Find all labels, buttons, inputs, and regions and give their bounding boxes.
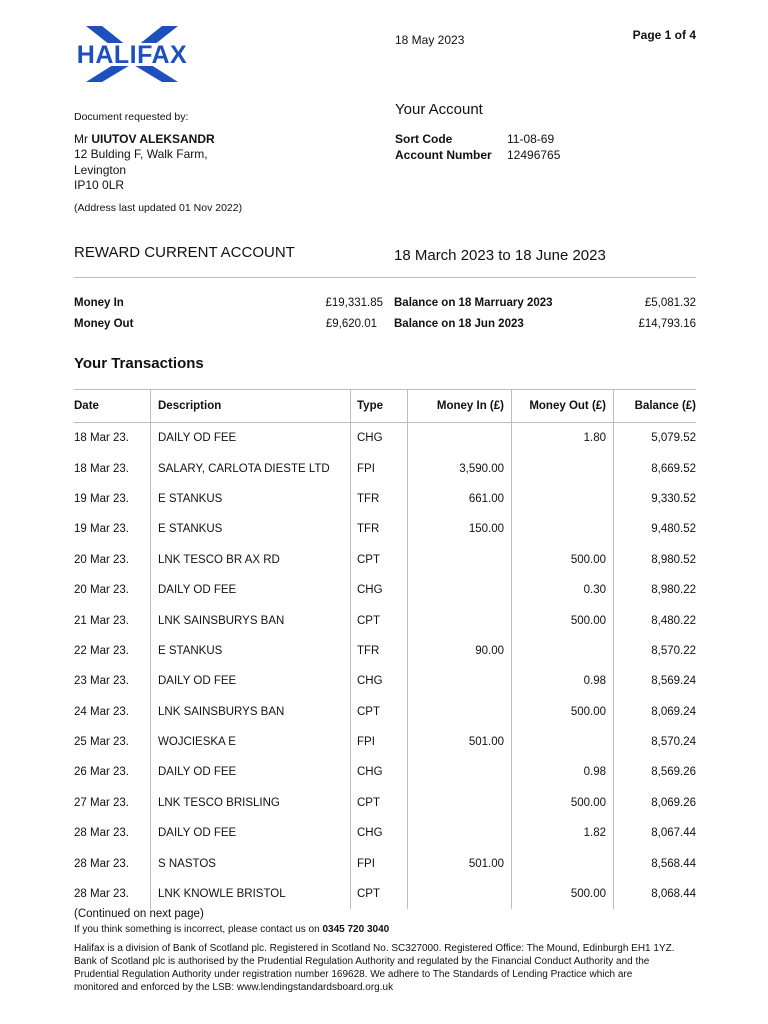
money-in-label: Money In [74, 297, 124, 309]
cell-money-in [408, 697, 512, 727]
table-row [74, 605, 696, 635]
cell-balance: 8,069.24 [614, 697, 697, 727]
cell-money-out: 0.98 [512, 757, 614, 787]
account-heading: Your Account [395, 101, 483, 118]
cell-money-out [512, 484, 614, 514]
name-title: Mr [74, 131, 88, 146]
cell-date: 20 Mar 23. [74, 553, 129, 566]
cell-money-in: 90.00 [408, 636, 512, 666]
cell-money-in [408, 818, 512, 848]
balance-start-label: Balance on 18 Marruary 2023 [394, 297, 553, 309]
col-balance: Balance (£) [614, 390, 697, 423]
cell-type: TFR [351, 636, 408, 666]
cell-description: DAILY OD FEE [151, 666, 351, 696]
legal-text [74, 942, 704, 994]
col-type: Type [351, 390, 408, 423]
cell-money-out: 500.00 [512, 605, 614, 635]
cell-date: 21 Mar 23. [74, 614, 129, 627]
transactions-body [74, 423, 696, 910]
cell-balance: 8,569.24 [614, 666, 697, 696]
continued-note: (Continued on next page) [74, 908, 204, 920]
cell-money-in [408, 605, 512, 635]
cell-money-out: 0.30 [512, 575, 614, 605]
table-row [74, 757, 696, 787]
cell-type: CHG [351, 666, 408, 696]
cell-description: E STANKUS [151, 636, 351, 666]
cell-description: LNK TESCO BRISLING [151, 788, 351, 818]
cell-date: 23 Mar 23. [74, 675, 129, 688]
contact-phone: 0345 720 3040 [322, 924, 390, 935]
cell-money-in [408, 545, 512, 575]
cell-description: LNK SAINSBURYS BAN [151, 605, 351, 635]
table-row [74, 848, 696, 878]
cell-money-out: 0.98 [512, 666, 614, 696]
cell-money-in [408, 575, 512, 605]
table-row [74, 697, 696, 727]
cell-description: LNK SAINSBURYS BAN [151, 697, 351, 727]
cell-money-in: 150.00 [408, 514, 512, 544]
address-line-1: 12 Bulding F, Walk Farm, [74, 147, 208, 161]
col-money-in: Money In (£) [408, 390, 512, 423]
legal-line-2: Bank of Scotland plc is authorised by the Prudential Regulation Authority and regulated by the Financial Conduct Authority and the [74, 956, 650, 967]
product-name: REWARD CURRENT ACCOUNT [74, 244, 295, 261]
requested-by-label: Document requested by: [74, 111, 189, 123]
cell-balance: 8,569.26 [614, 757, 697, 787]
cell-money-in [408, 666, 512, 696]
cell-balance: 8,480.22 [614, 605, 697, 635]
col-date: Date [74, 390, 151, 423]
cell-balance: 9,330.52 [614, 484, 697, 514]
table-row [74, 484, 696, 514]
table-row [74, 788, 696, 818]
statement-date: 18 May 2023 [395, 33, 465, 47]
cell-date: 27 Mar 23. [74, 796, 129, 809]
cell-balance: 8,570.22 [614, 636, 697, 666]
cell-balance: 8,067.44 [614, 818, 697, 848]
cell-type: FPI [351, 453, 408, 483]
cell-type: CPT [351, 879, 408, 909]
cell-money-in [408, 788, 512, 818]
address-updated-note: (Address last updated 01 Nov 2022) [74, 202, 243, 214]
table-row [74, 636, 696, 666]
cell-description: DAILY OD FEE [151, 757, 351, 787]
cell-money-out [512, 514, 614, 544]
table-row [74, 423, 696, 454]
cell-money-in: 501.00 [408, 727, 512, 757]
statement-period: 18 March 2023 to 18 June 2023 [394, 247, 606, 264]
cell-date: 28 Mar 23. [74, 888, 129, 901]
cell-description: DAILY OD FEE [151, 818, 351, 848]
legal-line-1: Halifax is a division of Bank of Scotland plc. Registered in Scotland No. SC327000. Registered Office: The Mound, Edinburgh EH1 1YZ. [74, 943, 675, 954]
table-row [74, 879, 696, 909]
cell-money-out [512, 848, 614, 878]
cell-description: DAILY OD FEE [151, 423, 351, 454]
name-text: UIUTOV ALEKSANDR [91, 131, 215, 146]
account-number-value: 12496765 [507, 148, 561, 162]
cell-money-out: 500.00 [512, 697, 614, 727]
cell-date: 19 Mar 23. [74, 523, 129, 536]
cell-description: S NASTOS [151, 848, 351, 878]
col-money-out: Money Out (£) [512, 390, 614, 423]
table-row [74, 727, 696, 757]
contact-text: If you think something is incorrect, please contact us on [74, 924, 320, 935]
cell-money-in: 501.00 [408, 848, 512, 878]
cell-type: FPI [351, 848, 408, 878]
cell-description: SALARY, CARLOTA DIESTE LTD [151, 453, 351, 483]
cell-date: 25 Mar 23. [74, 736, 129, 749]
address-line-3: IP10 0LR [74, 178, 125, 192]
cell-type: TFR [351, 484, 408, 514]
cell-date: 26 Mar 23. [74, 766, 129, 779]
cell-type: CPT [351, 697, 408, 727]
page-number: Page 1 of 4 [632, 28, 696, 42]
table-header-row [74, 390, 696, 423]
money-out-value: £9,620.01 [325, 318, 377, 330]
halifax-logo [72, 24, 192, 84]
account-number-label: Account Number [395, 148, 492, 162]
cell-type: TFR [351, 514, 408, 544]
cell-type: CHG [351, 575, 408, 605]
cell-money-out: 1.80 [512, 423, 614, 454]
cell-money-out: 500.00 [512, 879, 614, 909]
cell-money-in [408, 879, 512, 909]
cell-date: 18 Mar 23. [74, 432, 129, 445]
svg-text:HALIFAX: HALIFAX [76, 41, 188, 69]
cell-type: CPT [351, 545, 408, 575]
cell-money-out: 500.00 [512, 788, 614, 818]
account-details [395, 131, 560, 163]
cell-description: WOJCIESKA E [151, 727, 351, 757]
cell-balance: 5,079.52 [614, 423, 697, 454]
cell-description: E STANKUS [151, 514, 351, 544]
divider [74, 277, 696, 278]
cell-money-out: 1.82 [512, 818, 614, 848]
cell-date: 22 Mar 23. [74, 644, 129, 657]
cell-money-in [408, 757, 512, 787]
table-row [74, 514, 696, 544]
cell-balance: 9,480.52 [614, 514, 697, 544]
cell-balance: 8,980.52 [614, 545, 697, 575]
cell-date: 28 Mar 23. [74, 857, 129, 870]
cell-money-out [512, 727, 614, 757]
legal-line-3: Prudential Regulation Authority under registration number 169628. We adhere to The Standards of Lending Practice which are [74, 969, 633, 980]
cell-money-out [512, 453, 614, 483]
balance-end-value: £14,793.16 [638, 318, 696, 330]
cell-date: 18 Mar 23. [74, 462, 129, 475]
sort-code-value: 11-08-69 [507, 132, 555, 146]
cell-description: DAILY OD FEE [151, 575, 351, 605]
cell-date: 20 Mar 23. [74, 584, 129, 597]
table-row [74, 818, 696, 848]
table-row [74, 545, 696, 575]
legal-line-4: monitored and enforced by the LSB: www.lendingstandardsboard.org.uk [74, 982, 394, 993]
cell-balance: 8,568.44 [614, 848, 697, 878]
cell-type: FPI [351, 727, 408, 757]
cell-description: E STANKUS [151, 484, 351, 514]
cell-type: CHG [351, 423, 408, 454]
cell-money-out: 500.00 [512, 545, 614, 575]
money-in-value: £19,331.85 [325, 297, 383, 309]
cell-type: CPT [351, 788, 408, 818]
balance-end-label: Balance on 18 Jun 2023 [394, 318, 524, 330]
cell-description: LNK TESCO BR AX RD [151, 545, 351, 575]
table-row [74, 453, 696, 483]
cell-description: LNK KNOWLE BRISTOL [151, 879, 351, 909]
balance-start-value: £5,081.32 [644, 297, 696, 309]
cell-type: CHG [351, 818, 408, 848]
cell-date: 19 Mar 23. [74, 492, 129, 505]
cell-money-out [512, 636, 614, 666]
table-row [74, 666, 696, 696]
cell-balance: 8,669.52 [614, 453, 697, 483]
address-block [74, 110, 215, 194]
transactions-table [74, 389, 696, 909]
cell-type: CHG [351, 757, 408, 787]
cell-money-in: 3,590.00 [408, 453, 512, 483]
table-row [74, 575, 696, 605]
cell-balance: 8,068.44 [614, 879, 697, 909]
address-line-2: Levington [74, 162, 127, 177]
cell-balance: 8,069.26 [614, 788, 697, 818]
customer-name [74, 132, 215, 148]
sort-code-label: Sort Code [395, 132, 453, 146]
cell-date: 28 Mar 23. [74, 827, 129, 840]
cell-balance: 8,980.22 [614, 575, 697, 605]
col-description: Description [151, 390, 351, 423]
cell-type: CPT [351, 605, 408, 635]
contact-line [74, 924, 389, 935]
money-out-label: Money Out [74, 318, 134, 330]
cell-date: 24 Mar 23. [74, 705, 129, 718]
cell-money-in: 661.00 [408, 484, 512, 514]
cell-money-in [408, 423, 512, 454]
cell-balance: 8,570.24 [614, 727, 697, 757]
transactions-heading: Your Transactions [74, 355, 204, 372]
